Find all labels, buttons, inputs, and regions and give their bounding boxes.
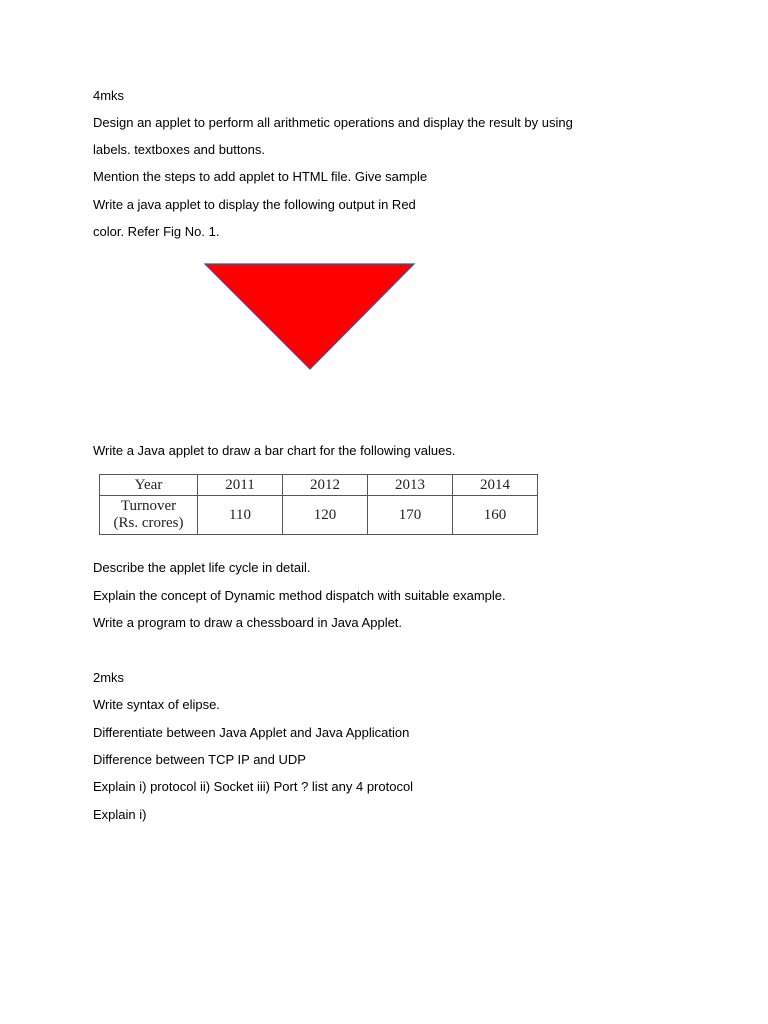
question-text: color. Refer Fig No. 1. (93, 224, 220, 239)
table-row-label (100, 496, 198, 535)
question-text: Describe the applet life cycle in detail. (93, 560, 311, 575)
question-text: Design an applet to perform all arithmetic operations and display the result by using (93, 115, 573, 130)
question-text: Difference between TCP IP and UDP (93, 752, 306, 767)
question-text: Write a java applet to display the following output in Red (93, 197, 416, 212)
inverted-triangle-shape (205, 264, 414, 369)
table-header-cell: 2013 (368, 475, 453, 496)
table-cell: 120 (283, 496, 368, 535)
section-heading-2mks: 2mks (93, 670, 125, 685)
question-text: labels. textboxes and buttons. (93, 142, 266, 157)
table-row (100, 496, 538, 535)
table-cell: 160 (453, 496, 538, 535)
row-label-line: Turnover (120, 498, 177, 514)
question-text: Explain i) (93, 807, 147, 822)
question-text: Explain the concept of Dynamic method dispatch with suitable example. (93, 588, 506, 603)
red-triangle-figure (204, 262, 416, 372)
section-heading-4mks: 4mks (93, 88, 125, 103)
table-cell: 110 (198, 496, 283, 535)
table-cell: 170 (368, 496, 453, 535)
table-header-cell: 2011 (198, 475, 283, 496)
table-header-row (100, 475, 538, 496)
table-header-cell: 2014 (453, 475, 538, 496)
question-text: Explain i) protocol ii) Socket iii) Port ? list any 4 protocol (93, 779, 414, 794)
question-text: Differentiate between Java Applet and Java Application (93, 725, 410, 740)
question-text: Mention the steps to add applet to HTML file. Give sample (93, 169, 428, 184)
question-text: Write a program to draw a chessboard in Java Applet. (93, 615, 403, 630)
question-text: Write syntax of elipse. (93, 697, 220, 712)
turnover-table (99, 474, 538, 535)
question-text: Write a Java applet to draw a bar chart for the following values. (93, 443, 456, 458)
table-header-cell: 2012 (283, 475, 368, 496)
row-label-line: (Rs. crores) (113, 515, 184, 531)
table-header-cell: Year (100, 475, 198, 496)
